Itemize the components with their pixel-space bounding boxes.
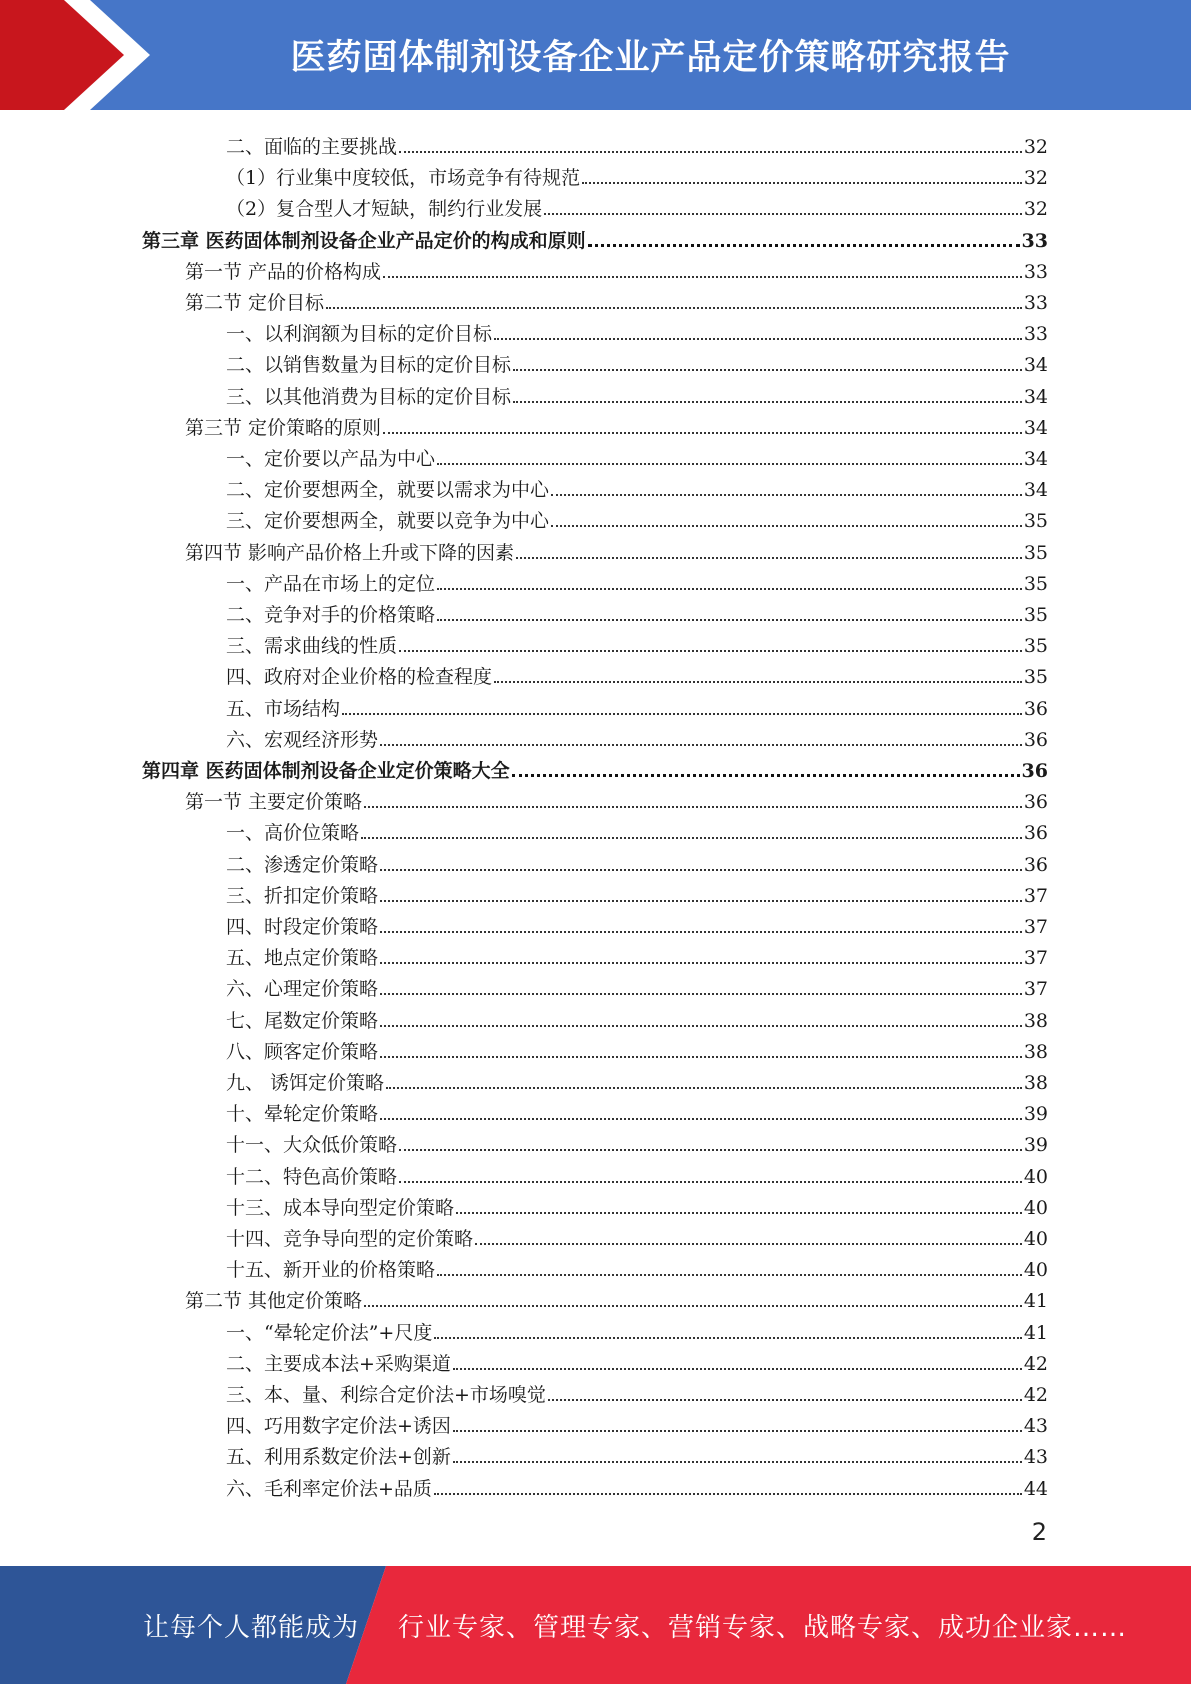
toc-dot-leader xyxy=(383,432,1022,434)
toc-subsection-entry[interactable] xyxy=(226,1189,1048,1220)
toc-subsection-entry[interactable] xyxy=(226,1064,1048,1095)
toc-entry-page: 37 xyxy=(1023,884,1048,907)
toc-subsection-entry[interactable] xyxy=(226,1407,1048,1438)
toc-entry-label: 六、心理定价策略 xyxy=(226,978,379,1001)
toc-entry-label: 二、面临的主要挑战 xyxy=(226,136,398,158)
toc-entry-page: 43 xyxy=(1023,1446,1048,1469)
toc-subsection-entry[interactable] xyxy=(226,721,1048,752)
toc-entry-label: （1）行业集中度较低，市场竞争有待规范 xyxy=(226,167,581,190)
toc-subsection-entry[interactable] xyxy=(226,690,1048,721)
toc-dot-leader xyxy=(386,1087,1022,1089)
toc-dot-leader xyxy=(588,244,1020,247)
toc-subsection-entry[interactable] xyxy=(226,502,1048,533)
toc-dot-leader xyxy=(512,774,1020,777)
toc-subsection-entry[interactable] xyxy=(226,378,1048,409)
toc-section-entry[interactable] xyxy=(185,284,1048,315)
toc-entry-page: 36 xyxy=(1023,791,1048,814)
toc-entry-label: 第二节 定价目标 xyxy=(185,292,325,314)
toc-entry-page: 35 xyxy=(1023,572,1048,595)
toc-dot-leader xyxy=(380,993,1022,995)
toc-entry-page: 33 xyxy=(1023,260,1048,283)
toc-entry-label: 十一、大众低价策略 xyxy=(226,1134,398,1157)
toc-entry-label: 一、定价要以产品为中心 xyxy=(226,448,436,470)
toc-entry-page: 42 xyxy=(1023,1384,1048,1406)
toc-subsection-entry[interactable] xyxy=(226,970,1048,1001)
toc-entry-label: 第一节 产品的价格构成 xyxy=(185,260,382,283)
toc-entry-page: 35 xyxy=(1023,604,1048,626)
toc-section-entry[interactable] xyxy=(185,1282,1048,1313)
toc-dot-leader xyxy=(380,869,1022,871)
toc-entry-page: 35 xyxy=(1023,541,1048,564)
toc-subsection-entry[interactable] xyxy=(226,1002,1048,1033)
toc-entry-page: 34 xyxy=(1023,448,1048,470)
toc-subsection-entry[interactable] xyxy=(226,1220,1048,1251)
toc-chapter-entry[interactable] xyxy=(142,752,1048,783)
toc-entry-page: 40 xyxy=(1023,1165,1048,1188)
toc-entry-page: 34 xyxy=(1023,354,1048,377)
toc-entry-page: 41 xyxy=(1023,1321,1048,1344)
toc-dot-leader xyxy=(494,681,1022,683)
toc-subsection-entry[interactable] xyxy=(226,1314,1048,1345)
toc-subsection-entry[interactable] xyxy=(226,1470,1048,1501)
toc-subsection-entry[interactable] xyxy=(226,128,1048,159)
toc-chapter-entry[interactable] xyxy=(142,222,1048,253)
toc-entry-page: 35 xyxy=(1023,635,1048,658)
toc-subsection-entry[interactable] xyxy=(226,315,1048,346)
toc-entry-page: 32 xyxy=(1023,167,1048,190)
toc-subsection-entry[interactable] xyxy=(226,1438,1048,1469)
footer-slogan-left: 让每个人都能成为 xyxy=(143,1612,360,1643)
toc-subsection-entry[interactable] xyxy=(226,1345,1048,1376)
toc-entry-label: 第三节 定价策略的原则 xyxy=(185,416,382,439)
footer-slogan-right: 行业专家、管理专家、营销专家、战略专家、成功企业家…… xyxy=(398,1612,1128,1643)
toc-entry-page: 36 xyxy=(1023,697,1048,720)
toc-subsection-entry[interactable] xyxy=(226,1095,1048,1126)
toc-entry-label: 十三、成本导向型定价策略 xyxy=(226,1196,455,1219)
toc-entry-label: 五、市场结构 xyxy=(226,697,341,720)
toc-entry-label: 二、以销售数量为目标的定价目标 xyxy=(226,354,512,377)
page-footer xyxy=(0,1566,1191,1684)
toc-dot-leader xyxy=(551,525,1022,527)
toc-subsection-entry[interactable] xyxy=(226,1126,1048,1157)
toc-dot-leader xyxy=(380,1118,1022,1120)
toc-dot-leader xyxy=(326,307,1022,309)
toc-subsection-entry[interactable] xyxy=(226,1251,1048,1282)
toc-entry-page: 33 xyxy=(1023,323,1048,346)
toc-entry-label: 三、本、量、利综合定价法+市场嗅觉 xyxy=(226,1384,546,1406)
toc-dot-leader xyxy=(383,276,1022,278)
toc-entry-page: 37 xyxy=(1023,916,1048,938)
toc-entry-page: 35 xyxy=(1023,510,1048,533)
toc-entry-label: 二、主要成本法+采购渠道 xyxy=(226,1352,451,1375)
toc-dot-leader xyxy=(434,1493,1022,1495)
toc-subsection-entry[interactable] xyxy=(226,190,1048,221)
toc-entry-page: 36 xyxy=(1021,760,1048,782)
toc-entry-label: 四、巧用数字定价法+诱因 xyxy=(226,1415,451,1438)
toc-subsection-entry[interactable] xyxy=(226,908,1048,939)
toc-entry-label: 二、渗透定价策略 xyxy=(226,853,379,876)
toc-dot-leader xyxy=(434,1337,1021,1339)
toc-dot-leader xyxy=(513,369,1022,371)
toc-entry-label: 十二、特色高价策略 xyxy=(226,1165,398,1188)
toc-dot-leader xyxy=(380,1056,1022,1058)
toc-dot-leader xyxy=(453,1430,1022,1432)
toc-entry-page: 40 xyxy=(1023,1196,1048,1219)
toc-entry-label: 一、“晕轮定价法”+尺度 xyxy=(226,1321,433,1344)
toc-subsection-entry[interactable] xyxy=(226,565,1048,596)
toc-subsection-entry[interactable] xyxy=(226,1376,1048,1407)
toc-entry-label: 第二节 其他定价策略 xyxy=(185,1290,363,1313)
toc-entry-label: 一、产品在市场上的定位 xyxy=(226,572,436,595)
toc-section-entry[interactable] xyxy=(185,253,1048,284)
toc-entry-label: 四、政府对企业价格的检查程度 xyxy=(226,666,493,689)
toc-entry-label: 五、利用系数定价法+创新 xyxy=(226,1446,451,1469)
toc-entry-label: 二、竞争对手的价格策略 xyxy=(226,604,436,626)
toc-dot-leader xyxy=(399,1181,1022,1183)
toc-entry-page: 44 xyxy=(1023,1477,1048,1500)
toc-entry-page: 33 xyxy=(1023,292,1048,314)
toc-dot-leader xyxy=(380,900,1022,902)
toc-entry-page: 33 xyxy=(1021,229,1048,252)
toc-entry-page: 38 xyxy=(1023,1040,1048,1063)
toc-dot-leader xyxy=(582,182,1022,184)
toc-entry-label: 十四、竞争导向型的定价策略 xyxy=(226,1228,474,1250)
toc-dot-leader xyxy=(342,713,1022,715)
toc-dot-leader xyxy=(437,619,1022,621)
toc-section-entry[interactable] xyxy=(185,409,1048,440)
toc-entry-label: 第三章 医药固体制剂设备企业产品定价的构成和原则 xyxy=(142,229,586,252)
toc-dot-leader xyxy=(494,338,1022,340)
toc-entry-label: 九、 诱饵定价策略 xyxy=(226,1072,385,1094)
toc-entry-page: 35 xyxy=(1023,666,1048,689)
toc-dot-leader xyxy=(437,463,1022,465)
toc-entry-page: 34 xyxy=(1023,479,1048,502)
toc-entry-page: 39 xyxy=(1023,1103,1048,1126)
toc-entry-label: 六、宏观经济形势 xyxy=(226,728,379,751)
document-title: 医药固体制剂设备企业产品定价策略研究报告 xyxy=(290,38,1011,78)
toc-dot-leader xyxy=(437,588,1022,590)
toc-entry-label: 第一节 主要定价策略 xyxy=(185,791,363,814)
toc-entry-page: 36 xyxy=(1023,728,1048,751)
toc-subsection-entry[interactable] xyxy=(226,1158,1048,1189)
toc-entry-label: 三、定价要想两全，就要以竞争为中心 xyxy=(226,510,550,533)
toc-entry-page: 38 xyxy=(1023,1009,1048,1032)
page-number: 2 xyxy=(1031,1518,1047,1546)
toc-subsection-entry[interactable] xyxy=(226,939,1048,970)
toc-dot-leader xyxy=(551,494,1022,496)
toc-entry-label: 一、以利润额为目标的定价目标 xyxy=(226,323,493,346)
toc-entry-page: 43 xyxy=(1023,1415,1048,1438)
toc-section-entry[interactable] xyxy=(185,783,1048,814)
toc-subsection-entry[interactable] xyxy=(226,846,1048,877)
toc-dot-leader xyxy=(475,1243,1022,1245)
toc-dot-leader xyxy=(456,1212,1022,1214)
toc-entry-page: 41 xyxy=(1023,1290,1048,1313)
toc-dot-leader xyxy=(544,213,1022,215)
toc-dot-leader xyxy=(380,962,1022,964)
toc-subsection-entry[interactable] xyxy=(226,159,1048,190)
toc-entry-page: 32 xyxy=(1023,136,1048,158)
page-header xyxy=(0,0,1191,110)
toc-entry-page: 42 xyxy=(1023,1352,1048,1375)
toc-entry-label: 十五、新开业的价格策略 xyxy=(226,1259,436,1282)
toc-subsection-entry[interactable] xyxy=(226,1033,1048,1064)
toc-subsection-entry[interactable] xyxy=(226,440,1048,471)
toc-dot-leader xyxy=(361,837,1022,839)
toc-subsection-entry[interactable] xyxy=(226,877,1048,908)
toc-entry-label: 六、毛利率定价法+品质 xyxy=(226,1477,432,1500)
toc-subsection-entry[interactable] xyxy=(226,627,1048,658)
toc-entry-label: （2）复合型人才短缺，制约行业发展 xyxy=(226,198,543,221)
toc-entry-label: 三、折扣定价策略 xyxy=(226,884,379,907)
toc-entry-label: 三、需求曲线的性质 xyxy=(226,635,398,658)
toc-entry-label: 四、时段定价策略 xyxy=(226,916,379,938)
toc-dot-leader xyxy=(399,1149,1022,1151)
toc-entry-page: 32 xyxy=(1023,198,1048,221)
toc-entry-label: 一、高价位策略 xyxy=(226,822,360,845)
toc-subsection-entry[interactable] xyxy=(226,471,1048,502)
toc-entry-page: 40 xyxy=(1023,1228,1048,1250)
toc-entry-page: 34 xyxy=(1023,416,1048,439)
toc-dot-leader xyxy=(399,151,1022,153)
toc-entry-label: 第四章 医药固体制剂设备企业定价策略大全 xyxy=(142,760,510,782)
toc-entry-page: 39 xyxy=(1023,1134,1048,1157)
toc-dot-leader xyxy=(380,931,1022,933)
toc-dot-leader xyxy=(437,1274,1022,1276)
toc-dot-leader xyxy=(399,650,1022,652)
toc-entry-label: 第四节 影响产品价格上升或下降的因素 xyxy=(185,541,515,564)
toc-subsection-entry[interactable] xyxy=(226,658,1048,689)
toc-entry-page: 37 xyxy=(1023,978,1048,1001)
toc-entry-label: 二、定价要想两全，就要以需求为中心 xyxy=(226,479,550,502)
toc-entry-label: 八、顾客定价策略 xyxy=(226,1040,379,1063)
toc-subsection-entry[interactable] xyxy=(226,596,1048,627)
toc-entry-label: 五、地点定价策略 xyxy=(226,947,379,970)
toc-section-entry[interactable] xyxy=(185,534,1048,565)
toc-dot-leader xyxy=(364,806,1022,808)
toc-entry-label: 七、尾数定价策略 xyxy=(226,1009,379,1032)
toc-entry-label: 三、以其他消费为目标的定价目标 xyxy=(226,385,512,408)
toc-subsection-entry[interactable] xyxy=(226,346,1048,377)
toc-dot-leader xyxy=(453,1461,1022,1463)
toc-dot-leader xyxy=(364,1305,1022,1307)
toc-dot-leader xyxy=(513,401,1022,403)
toc-entry-page: 34 xyxy=(1023,385,1048,408)
toc-dot-leader xyxy=(548,1399,1022,1401)
toc-entry-page: 40 xyxy=(1023,1259,1048,1282)
toc-dot-leader xyxy=(380,1025,1022,1027)
toc-dot-leader xyxy=(453,1368,1022,1370)
toc-entry-page: 37 xyxy=(1023,947,1048,970)
toc-entry-page: 38 xyxy=(1023,1072,1048,1094)
toc-dot-leader xyxy=(516,557,1022,559)
toc-entry-label: 十、晕轮定价策略 xyxy=(226,1103,379,1126)
toc-dot-leader xyxy=(380,744,1022,746)
toc-entry-page: 36 xyxy=(1023,853,1048,876)
toc-entry-page: 36 xyxy=(1023,822,1048,845)
toc-subsection-entry[interactable] xyxy=(226,814,1048,845)
